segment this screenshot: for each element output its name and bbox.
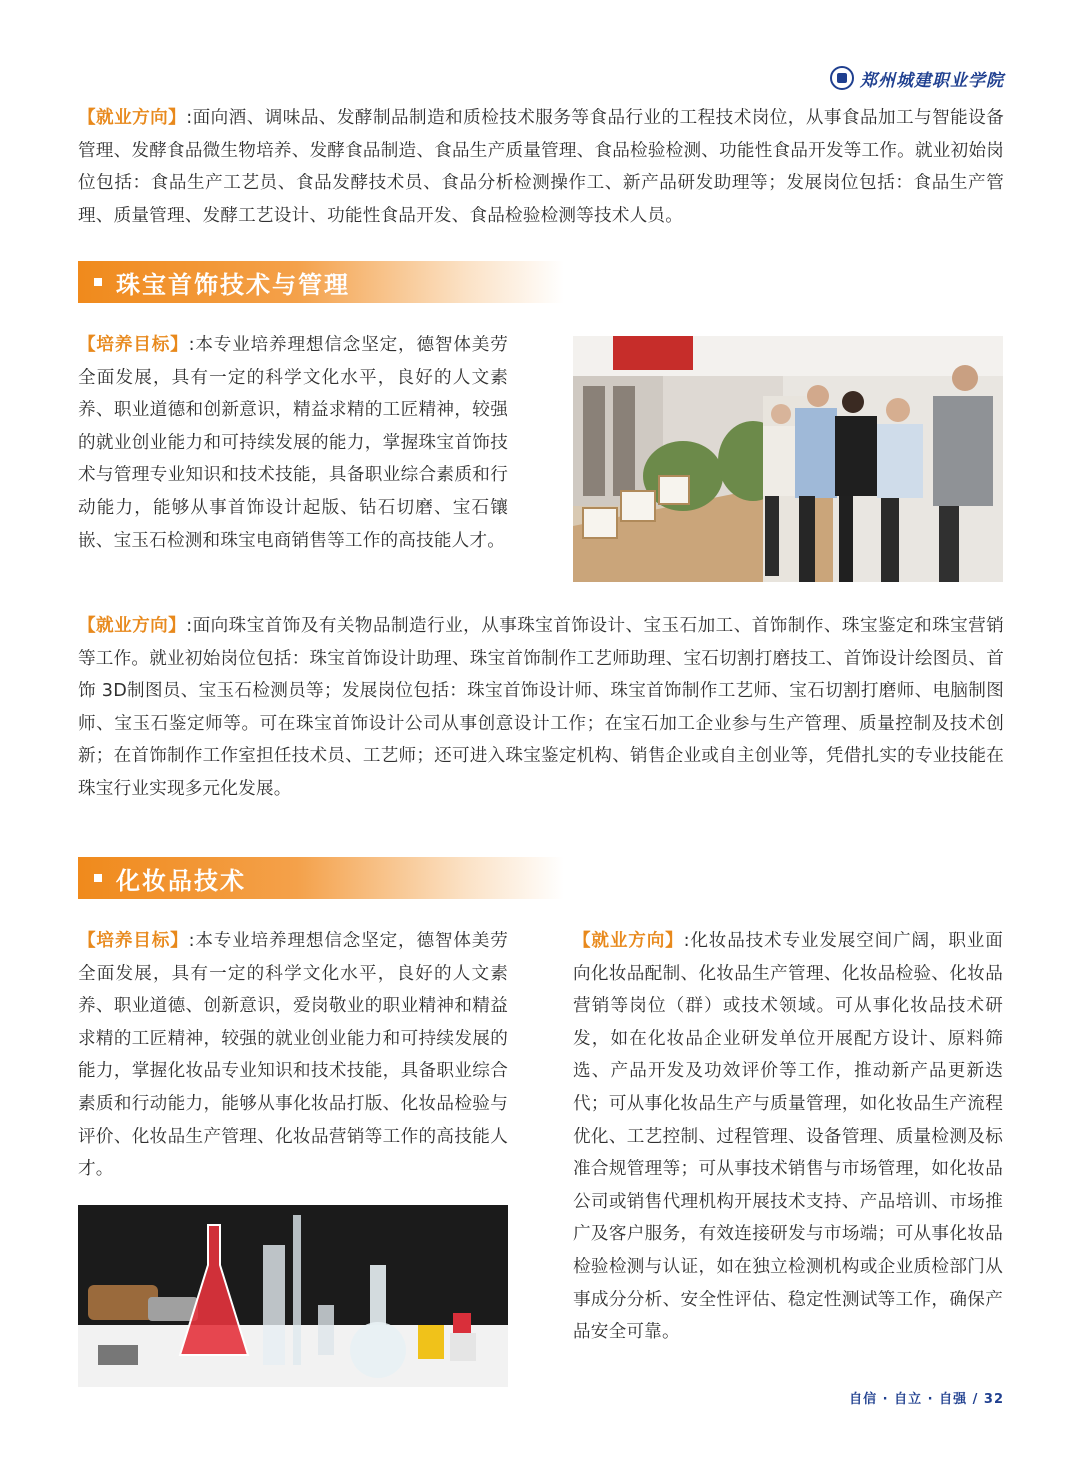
food-employment-paragraph xyxy=(78,102,1004,232)
cosmetics-goal-tag: 【培养目标】 xyxy=(78,931,189,951)
cosmetics-section-title: 化妆品技术 xyxy=(116,866,246,895)
heading-bullet-icon xyxy=(94,874,102,882)
cosmetics-employment-tag: 【就业方向】 xyxy=(573,931,684,951)
jewelry-section-title: 珠宝首饰技术与管理 xyxy=(116,270,350,299)
jewelry-employment-tag: 【就业方向】 xyxy=(78,616,187,636)
heading-bullet-icon xyxy=(94,278,102,286)
jewelry-employment-text: :面向珠宝首饰及有关物品制造行业，从事珠宝首饰设计、宝玉石加工、首饰制作、珠宝鉴定和珠宝营销等工作。就业初始岗位包括：珠宝首饰设计助理、珠宝首饰制作工艺师助理、宝石切割打磨技工、首饰设计绘图员、首饰 3D制图员、宝玉石检测员等；发展岗位包括：珠宝首饰设计师、珠宝首饰制作工艺师、宝石切割打磨师、电脑制图师、宝玉石鉴定师等。可在珠宝首饰设计公司从事创意设计工作；在宝石加工企业参与生产管理、质量控制及技术创新；在首饰制作工作室担任技术员、工艺师；还可进入珠宝鉴定机构、销售企业或自主创业等，凭借扎实的专业技能在珠宝行业实现多元化发展。 xyxy=(78,616,1005,799)
college-logo xyxy=(830,64,1004,92)
jewelry-section-heading xyxy=(78,261,564,303)
college-name: 郑州城建职业学院 xyxy=(860,70,1004,91)
footer-motto: 自信 · 自立 · 自强 xyxy=(849,1392,968,1407)
cosmetics-section-heading xyxy=(78,857,564,899)
jewelry-goal-text: :本专业培养理想信念坚定，德智体美劳全面发展，具有一定的科学文化水平，良好的人文素养、职业道德和创新意识，精益求精的工匠精神，较强的就业创业能力和可持续发展的能力，掌握珠宝首饰技术与管理专业知识和技术技能，具备职业综合素质和行动能力，能够从事首饰设计起版、钻石切磨、宝石镶嵌、宝玉石检测和珠宝电商销售等工作的高技能人才。 xyxy=(78,335,508,551)
food-employment-tag: 【就业方向】 xyxy=(78,108,187,128)
cosmetics-employment-paragraph xyxy=(573,925,1003,1349)
college-emblem-icon xyxy=(830,66,854,90)
jewelry-goal-tag: 【培养目标】 xyxy=(78,335,189,355)
cosmetics-lab-photo xyxy=(78,1205,508,1387)
jewelry-visit-photo xyxy=(573,336,1003,582)
cosmetics-goal-paragraph xyxy=(78,925,508,1186)
page-footer xyxy=(849,1388,1004,1407)
page-number: / 32 xyxy=(972,1392,1004,1407)
cosmetics-goal-text: :本专业培养理想信念坚定，德智体美劳全面发展，具有一定的科学文化水平，良好的人文素养、职业道德、创新意识，爱岗敬业的职业精神和精益求精的工匠精神，较强的就业创业能力和可持续发展的能力，掌握化妆品专业知识和技术技能，具备职业综合素质和行动能力，能够从事化妆品打版、化妆品检验与评价、化妆品生产管理、化妆品营销等工作的高技能人才。 xyxy=(78,931,508,1180)
cosmetics-employment-text: :化妆品技术专业发展空间广阔，职业面向化妆品配制、化妆品生产管理、化妆品检验、化妆品营销等岗位（群）或技术领域。可从事化妆品技术研发，如在化妆品企业研发单位开展配方设计、原料筛选、产品开发及功效评价等工作，推动新产品更新迭代；可从事化妆品生产与质量管理，如化妆品生产流程优化、工艺控制、过程管理、设备管理、质量检测及标准合规管理等；可从事技术销售与市场管理，如化妆品公司或销售代理机构开展技术支持、产品培训、市场推广及客户服务，有效连接研发与市场端；可从事化妆品检验检测与认证，如在独立检测机构或企业质检部门从事成分分析、安全性评估、稳定性测试等工作，确保产品安全可靠。 xyxy=(573,931,1003,1343)
jewelry-employment-paragraph xyxy=(78,610,1004,806)
food-employment-text: :面向酒、调味品、发酵制品制造和质检技术服务等食品行业的工程技术岗位，从事食品加工与智能设备管理、发酵食品微生物培养、发酵食品制造、食品生产质量管理、食品检验检测、功能性食品开发等工作。就业初始岗位包括：食品生产工艺员、食品发酵技术员、食品分析检测操作工、新产品研发助理等；发展岗位包括：食品生产管理、质量管理、发酵工艺设计、功能性食品开发、食品检验检测等技术人员。 xyxy=(78,108,1005,226)
jewelry-goal-paragraph xyxy=(78,329,508,557)
